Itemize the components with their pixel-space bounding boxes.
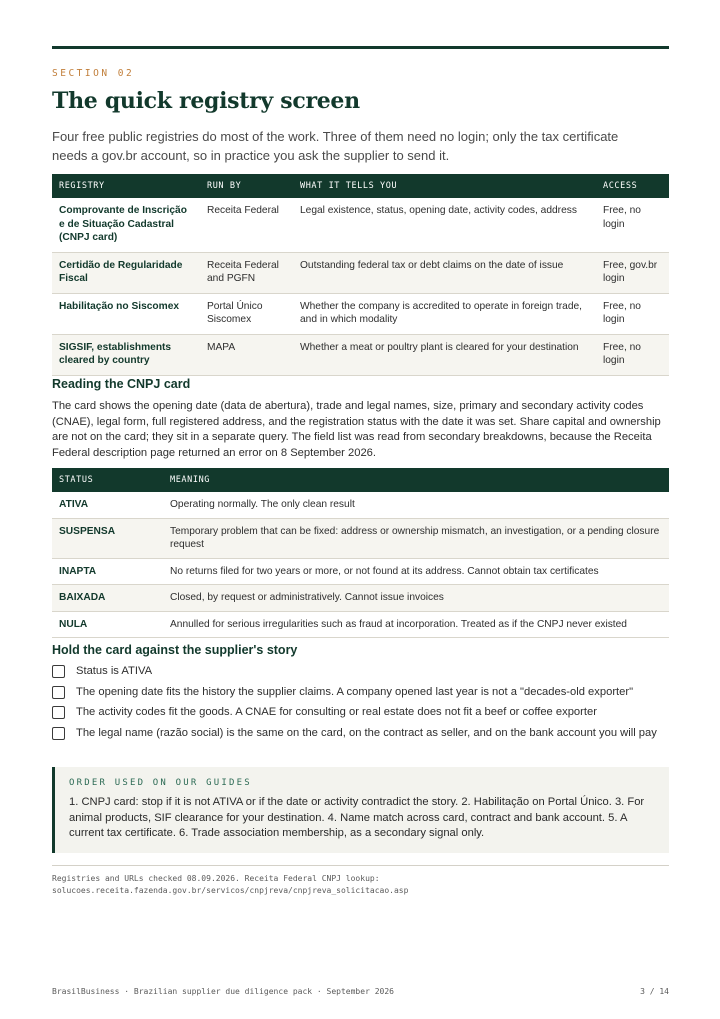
- callout-label: ORDER USED ON OUR GUIDES: [69, 778, 252, 788]
- tells: Outstanding federal tax or debt claims on the date of issue: [293, 252, 596, 293]
- table-row: [52, 293, 669, 334]
- status-code: ATIVA: [52, 492, 163, 518]
- status-code: NULA: [52, 611, 163, 638]
- access: Free, gov.br login: [596, 252, 669, 293]
- checklist-item-label: The legal name (razão social) is the same on the card, on the contract as seller, and on the bank account you will pay: [76, 726, 657, 739]
- source-url: solucoes.receita.fazenda.gov.br/servicos/cnpjreva/cnpjreva_solicitacao.asp: [52, 886, 409, 895]
- column-header: REGISTRY: [52, 174, 200, 198]
- checklist-item: [52, 664, 669, 679]
- section-eyebrow: SECTION 02: [52, 68, 135, 79]
- table-row: [52, 492, 669, 518]
- cnpj-body: The card shows the opening date (data de abertura), trade and legal names, size, primary and secondary activity codes (CNAE), legal form, full registered address, and the registration status with the date it was set. Share capital and ownership are not on the card; they sit in a separate query. The field list was read from secondary breakdowns, because the Receita Federal description page returned an error on 8 September 2026.: [52, 400, 661, 459]
- run-by: Portal Único Siscomex: [200, 293, 293, 334]
- checklist-item-label: The opening date fits the history the supplier claims. A company opened last year is not a "decades-old exporter": [76, 685, 634, 698]
- status-meaning: Temporary problem that can be fixed: address or ownership mismatch, an investigation, or a pending closure request: [163, 518, 669, 558]
- registry-name: Habilitação no Siscomex: [52, 293, 200, 334]
- access: Free, no login: [596, 293, 669, 334]
- note-divider: [52, 865, 669, 866]
- access: Free, no login: [596, 198, 669, 252]
- tells: Whether the company is accredited to operate in foreign trade, and in which modality: [293, 293, 596, 334]
- column-header: WHAT IT TELLS YOU: [293, 174, 596, 198]
- status-meaning: Operating normally. The only clean result: [163, 492, 669, 518]
- column-header: STATUS: [52, 468, 163, 492]
- table-row: [52, 611, 669, 638]
- checkbox-icon[interactable]: [52, 686, 65, 699]
- table-row: [52, 558, 669, 585]
- status-meaning: Closed, by request or administratively. Cannot issue invoices: [163, 585, 669, 612]
- table-header-row: [52, 174, 669, 198]
- page-number: 3 / 14: [640, 987, 669, 996]
- status-meaning: Annulled for serious irregularities such as fraud at incorporation. Treated as if the CNPJ never existed: [163, 611, 669, 638]
- status-table: [52, 468, 669, 638]
- cnpj-heading: Reading the CNPJ card: [52, 377, 191, 391]
- footer-title: BrasilBusiness · Brazilian supplier due diligence pack · September 2026: [52, 987, 394, 996]
- callout-text: 1. CNPJ card: stop if it is not ATIVA or if the date or activity contradict the story. 2. Habilitação on Portal Único. 3. For animal products, SIF clearance for your destination. 4. Name match across card, contract and bank account. 5. A current tax certificate. 6. Trade association membership, as a secondary signal only.: [69, 796, 645, 839]
- table-row: [52, 252, 669, 293]
- status-meaning: No returns filed for two years or more, or not found at its address. Cannot obtain tax certificates: [163, 558, 669, 585]
- run-by: Receita Federal and PGFN: [200, 252, 293, 293]
- checkbox-icon[interactable]: [52, 665, 65, 678]
- table-row: [52, 518, 669, 558]
- table-header-row: [52, 468, 669, 492]
- access: Free, no login: [596, 334, 669, 375]
- column-header: MEANING: [163, 468, 669, 492]
- table-row: [52, 198, 669, 252]
- run-by: Receita Federal: [200, 198, 293, 252]
- checklist-item-label: The activity codes fit the goods. A CNAE for consulting or real estate does not fit a beef or coffee exporter: [76, 706, 597, 718]
- checklist: [52, 664, 669, 746]
- column-header: RUN BY: [200, 174, 293, 198]
- source-note-line: Registries and URLs checked 08.09.2026. Receita Federal CNPJ lookup:: [52, 874, 380, 883]
- section-lede: Four free public registries do most of the work. Three of them need no login; only the tax certificate needs a gov.br account, so in practice you ask the supplier to send it.: [52, 129, 619, 163]
- table-row: [52, 334, 669, 375]
- order-callout: [52, 767, 669, 853]
- checkbox-icon[interactable]: [52, 706, 65, 719]
- checkbox-icon[interactable]: [52, 727, 65, 740]
- checklist-item-label: Status is ATIVA: [76, 665, 153, 677]
- source-note: [52, 873, 669, 897]
- registry-name: SIGSIF, establishments cleared by country: [52, 334, 200, 375]
- tells: Whether a meat or poultry plant is cleared for your destination: [293, 334, 596, 375]
- status-code: SUSPENSA: [52, 518, 163, 558]
- top-rule: [52, 46, 669, 49]
- tells: Legal existence, status, opening date, activity codes, address: [293, 198, 596, 252]
- checklist-item: [52, 685, 669, 700]
- status-code: INAPTA: [52, 558, 163, 585]
- checklist-item: [52, 726, 669, 741]
- checklist-heading: Hold the card against the supplier's story: [52, 643, 298, 657]
- registry-table: [52, 174, 669, 376]
- status-code: BAIXADA: [52, 585, 163, 612]
- registry-name: Comprovante de Inscrição e de Situação Cadastral (CNPJ card): [52, 198, 200, 252]
- checklist-item: [52, 705, 669, 720]
- page-title: The quick registry screen: [52, 88, 360, 114]
- table-row: [52, 585, 669, 612]
- run-by: MAPA: [200, 334, 293, 375]
- column-header: ACCESS: [596, 174, 669, 198]
- registry-name: Certidão de Regularidade Fiscal: [52, 252, 200, 293]
